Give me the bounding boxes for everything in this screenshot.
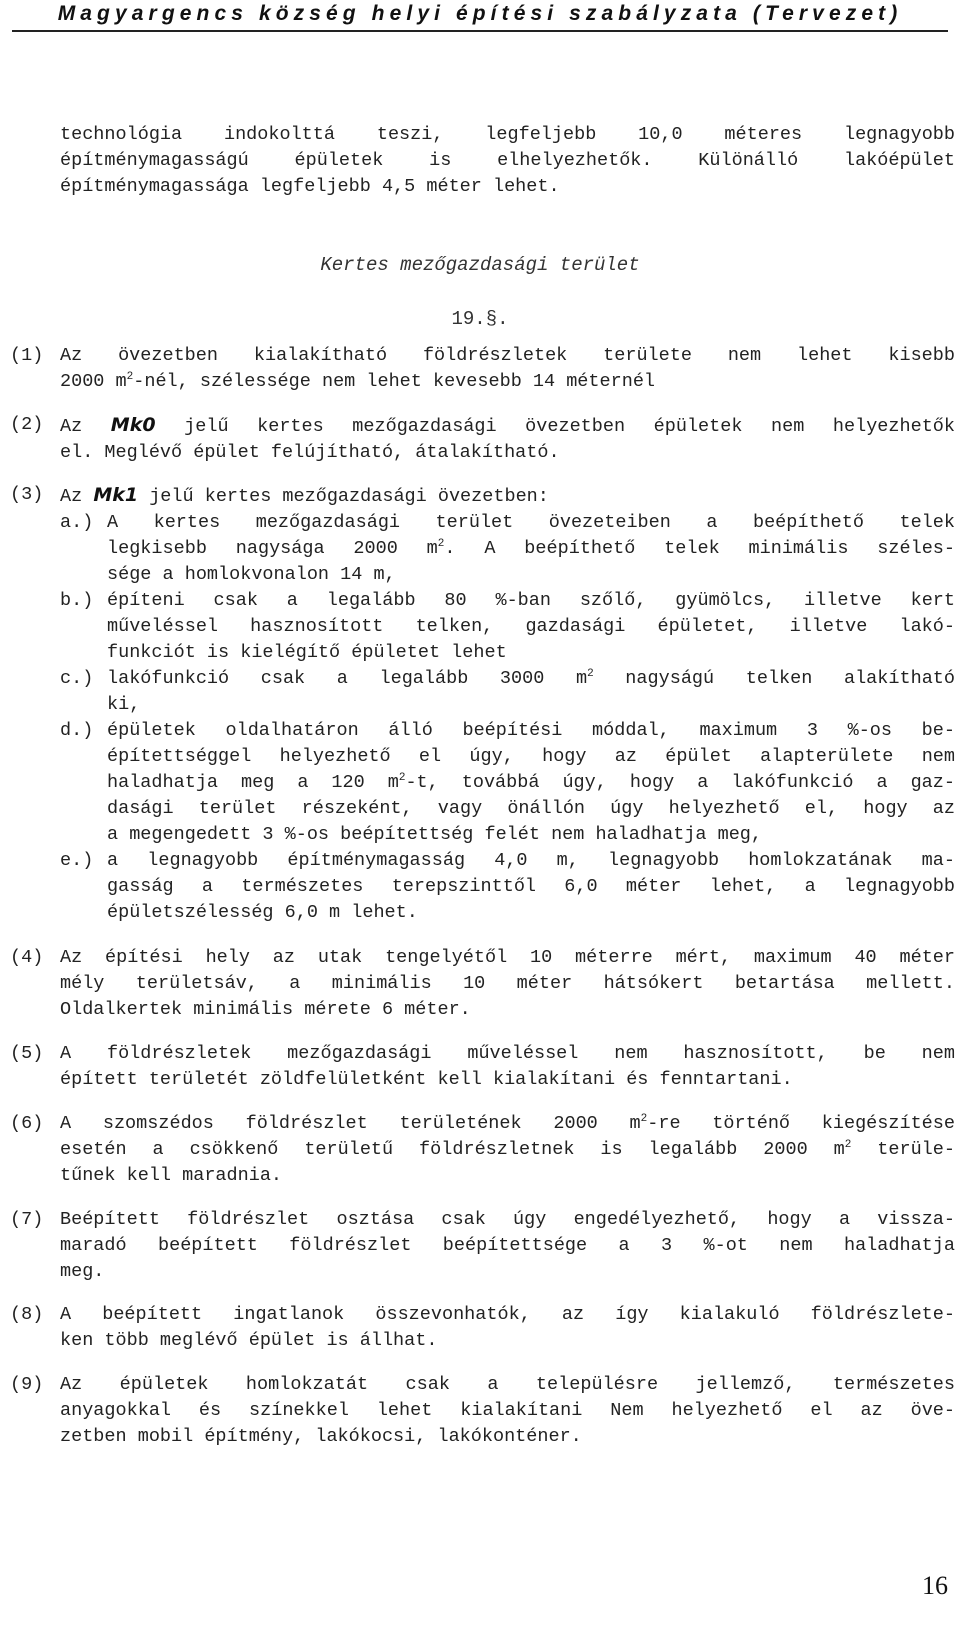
text-line: Az Mk0 jelű kertes mezőgazdasági övezetben épületek nem helyezhetők xyxy=(60,414,956,437)
text-line: A beépített ingatlanok összevonhatók, az így kialakuló földrészlete- xyxy=(60,1304,955,1325)
list-label: d.) xyxy=(60,720,94,741)
paragraph-number: (1) xyxy=(10,345,44,366)
paragraph-9 xyxy=(10,1372,955,1450)
list-label: e.) xyxy=(60,850,94,871)
text-line: Beépített földrészlet osztása csak úgy engedélyezhető, hogy a vissza- xyxy=(60,1209,955,1230)
paragraph-text xyxy=(60,945,955,1023)
page-number: 16 xyxy=(922,1571,948,1600)
text-line: Oldalkertek minimális mérete 6 méter. xyxy=(60,999,471,1020)
paragraph-text xyxy=(60,482,955,510)
text-line: ki, xyxy=(107,694,141,715)
list-item xyxy=(60,848,955,926)
text-line: Az építési hely az utak tengelyétől 10 méterre mért, maximum 40 méter xyxy=(60,947,955,968)
text-line: legkisebb nagysága 2000 $m^2$. A beépíthető telek minimális széles- xyxy=(107,538,956,559)
paragraph-number: (4) xyxy=(10,947,44,968)
text-line: sége a homlokvonalon 14 m, xyxy=(107,564,396,585)
text-line: építeni csak a legalább 80 %-ban szőlő, gyümölcs, illetve kert xyxy=(107,590,955,611)
paragraph-number: (5) xyxy=(10,1043,44,1064)
paragraph-number: (9) xyxy=(10,1374,44,1395)
text-line: építménymagasságú épületek is elhelyezhetők. Különálló lakóépület xyxy=(60,150,955,171)
text-line: esetén a csökkenő területű földrészletnek is legalább 2000 $m^2$ terüle- xyxy=(60,1139,955,1160)
paragraph-2 xyxy=(10,412,955,466)
list-item xyxy=(60,510,955,588)
text-line: épületszélesség 6,0 m lehet. xyxy=(107,902,418,923)
text-line: el. Meglévő épület felújítható, átalakítható. xyxy=(60,442,560,463)
paragraph-text xyxy=(60,1041,955,1093)
section-number: 19.§. xyxy=(451,308,509,330)
paragraph-text xyxy=(60,1207,955,1285)
text-line: 2000 $m^2$-nél, szélessége nem lehet kevesebb 14 méternél xyxy=(60,371,656,392)
list-item xyxy=(60,666,955,718)
text-line: épületek oldalhatáron álló beépítési móddal, maximum 3 %-os be- xyxy=(107,720,955,741)
text-line: funkciót is kielégítő épületet lehet xyxy=(107,642,507,663)
list-label: a.) xyxy=(60,512,94,533)
text-line: építettséggel helyezhető el úgy, hogy az épület alapterülete nem xyxy=(107,746,955,767)
text-line: mély területsáv, a minimális 10 méter hátsókert betartása mellett. xyxy=(60,973,955,994)
text-line: haladhatja meg a 120 $m^2-t$, továbbá úgy, hogy a lakófunkció a gaz- xyxy=(107,772,955,793)
paragraph-number: (3) xyxy=(10,484,44,505)
paragraph-6 xyxy=(10,1111,955,1189)
page-header xyxy=(0,0,960,34)
zone-code: Mk1 xyxy=(93,484,139,506)
paragraph-number: (2) xyxy=(10,414,44,435)
text-line: Az épületek homlokzatát csak a településre jellemző, természetes xyxy=(60,1374,955,1395)
list-item xyxy=(60,588,955,666)
list-item xyxy=(60,718,955,848)
paragraph-7 xyxy=(10,1207,955,1285)
text-line: meg. xyxy=(60,1261,105,1282)
text-line: lakófunkció csak a legalább 3000 $m^2$ nagyságú telken alakítható xyxy=(107,668,956,689)
section-title: Kertes mezőgazdasági terület xyxy=(320,254,640,276)
paragraph-number: (6) xyxy=(10,1113,44,1134)
paragraph-number: (7) xyxy=(10,1209,44,1230)
text-line: gasság a természetes terepszinttől 6,0 méter lehet, a legnagyobb xyxy=(107,876,955,897)
zone-code: Mk0 xyxy=(110,414,156,436)
text-line: építménymagassága legfeljebb 4,5 méter lehet. xyxy=(60,176,560,197)
paragraph-number: (8) xyxy=(10,1304,44,1325)
text-line: Az Mk1 jelű kertes mezőgazdasági övezetben: xyxy=(60,484,549,507)
text-line: A szomszédos földrészlet területének 2000 $m^2-re$ történő kiegészítése xyxy=(60,1113,955,1134)
intro-text xyxy=(60,122,955,200)
text-line: a megengedett 3 %-os beépítettség felét nem haladhatja meg, xyxy=(107,824,763,845)
text-line: dasági terület részeként, vagy önállón úgy helyezhető el, hogy az xyxy=(107,798,955,819)
paragraph-text xyxy=(60,1111,955,1189)
paragraph-text xyxy=(60,1372,955,1450)
text-line: épített területét zöldfelületként kell kialakítani és fenntartani. xyxy=(60,1069,793,1090)
text-line: zetben mobil építmény, lakókocsi, lakókonténer. xyxy=(60,1426,582,1447)
text-line: maradó beépített földrészlet beépítettsége a 3 %-ot nem haladhatja xyxy=(60,1235,955,1256)
paragraph-text xyxy=(60,343,955,395)
text-line: műveléssel hasznosított telken, gazdasági épületet, illetve lakó- xyxy=(107,616,955,637)
text-line: tűnek kell maradnia. xyxy=(60,1165,283,1186)
document-title: Magyargencs község helyi építési szabályzata (Tervezet) xyxy=(57,2,903,25)
text-line: Az övezetben kialakítható földrészletek területe nem lehet kisebb xyxy=(60,345,955,366)
text-line: A földrészletek mezőgazdasági műveléssel nem hasznosított, be nem xyxy=(60,1043,955,1064)
paragraph-8 xyxy=(10,1302,955,1354)
list-label: b.) xyxy=(60,590,94,611)
header-divider xyxy=(12,30,948,32)
paragraph-text xyxy=(60,412,955,466)
text-line: a legnagyobb építménymagasság 4,0 m, legnagyobb homlokzatának ma- xyxy=(107,850,955,871)
text-line: technológia indokolttá teszi, legfeljebb 10,0 méteres legnagyobb xyxy=(60,124,955,145)
paragraph-4 xyxy=(10,945,955,1023)
text-line: ken több meglévő épület is állhat. xyxy=(60,1330,438,1351)
text-line: A kertes mezőgazdasági terület övezeteiben a beépíthető telek xyxy=(107,512,955,533)
paragraph-1 xyxy=(10,343,955,395)
paragraph-text xyxy=(60,1302,955,1354)
text-line: anyagokkal és színekkel lehet kialakítani Nem helyezhető el az öve- xyxy=(60,1400,955,1421)
paragraph-5 xyxy=(10,1041,955,1093)
paragraph-3 xyxy=(10,482,955,926)
list-label: c.) xyxy=(60,668,94,689)
